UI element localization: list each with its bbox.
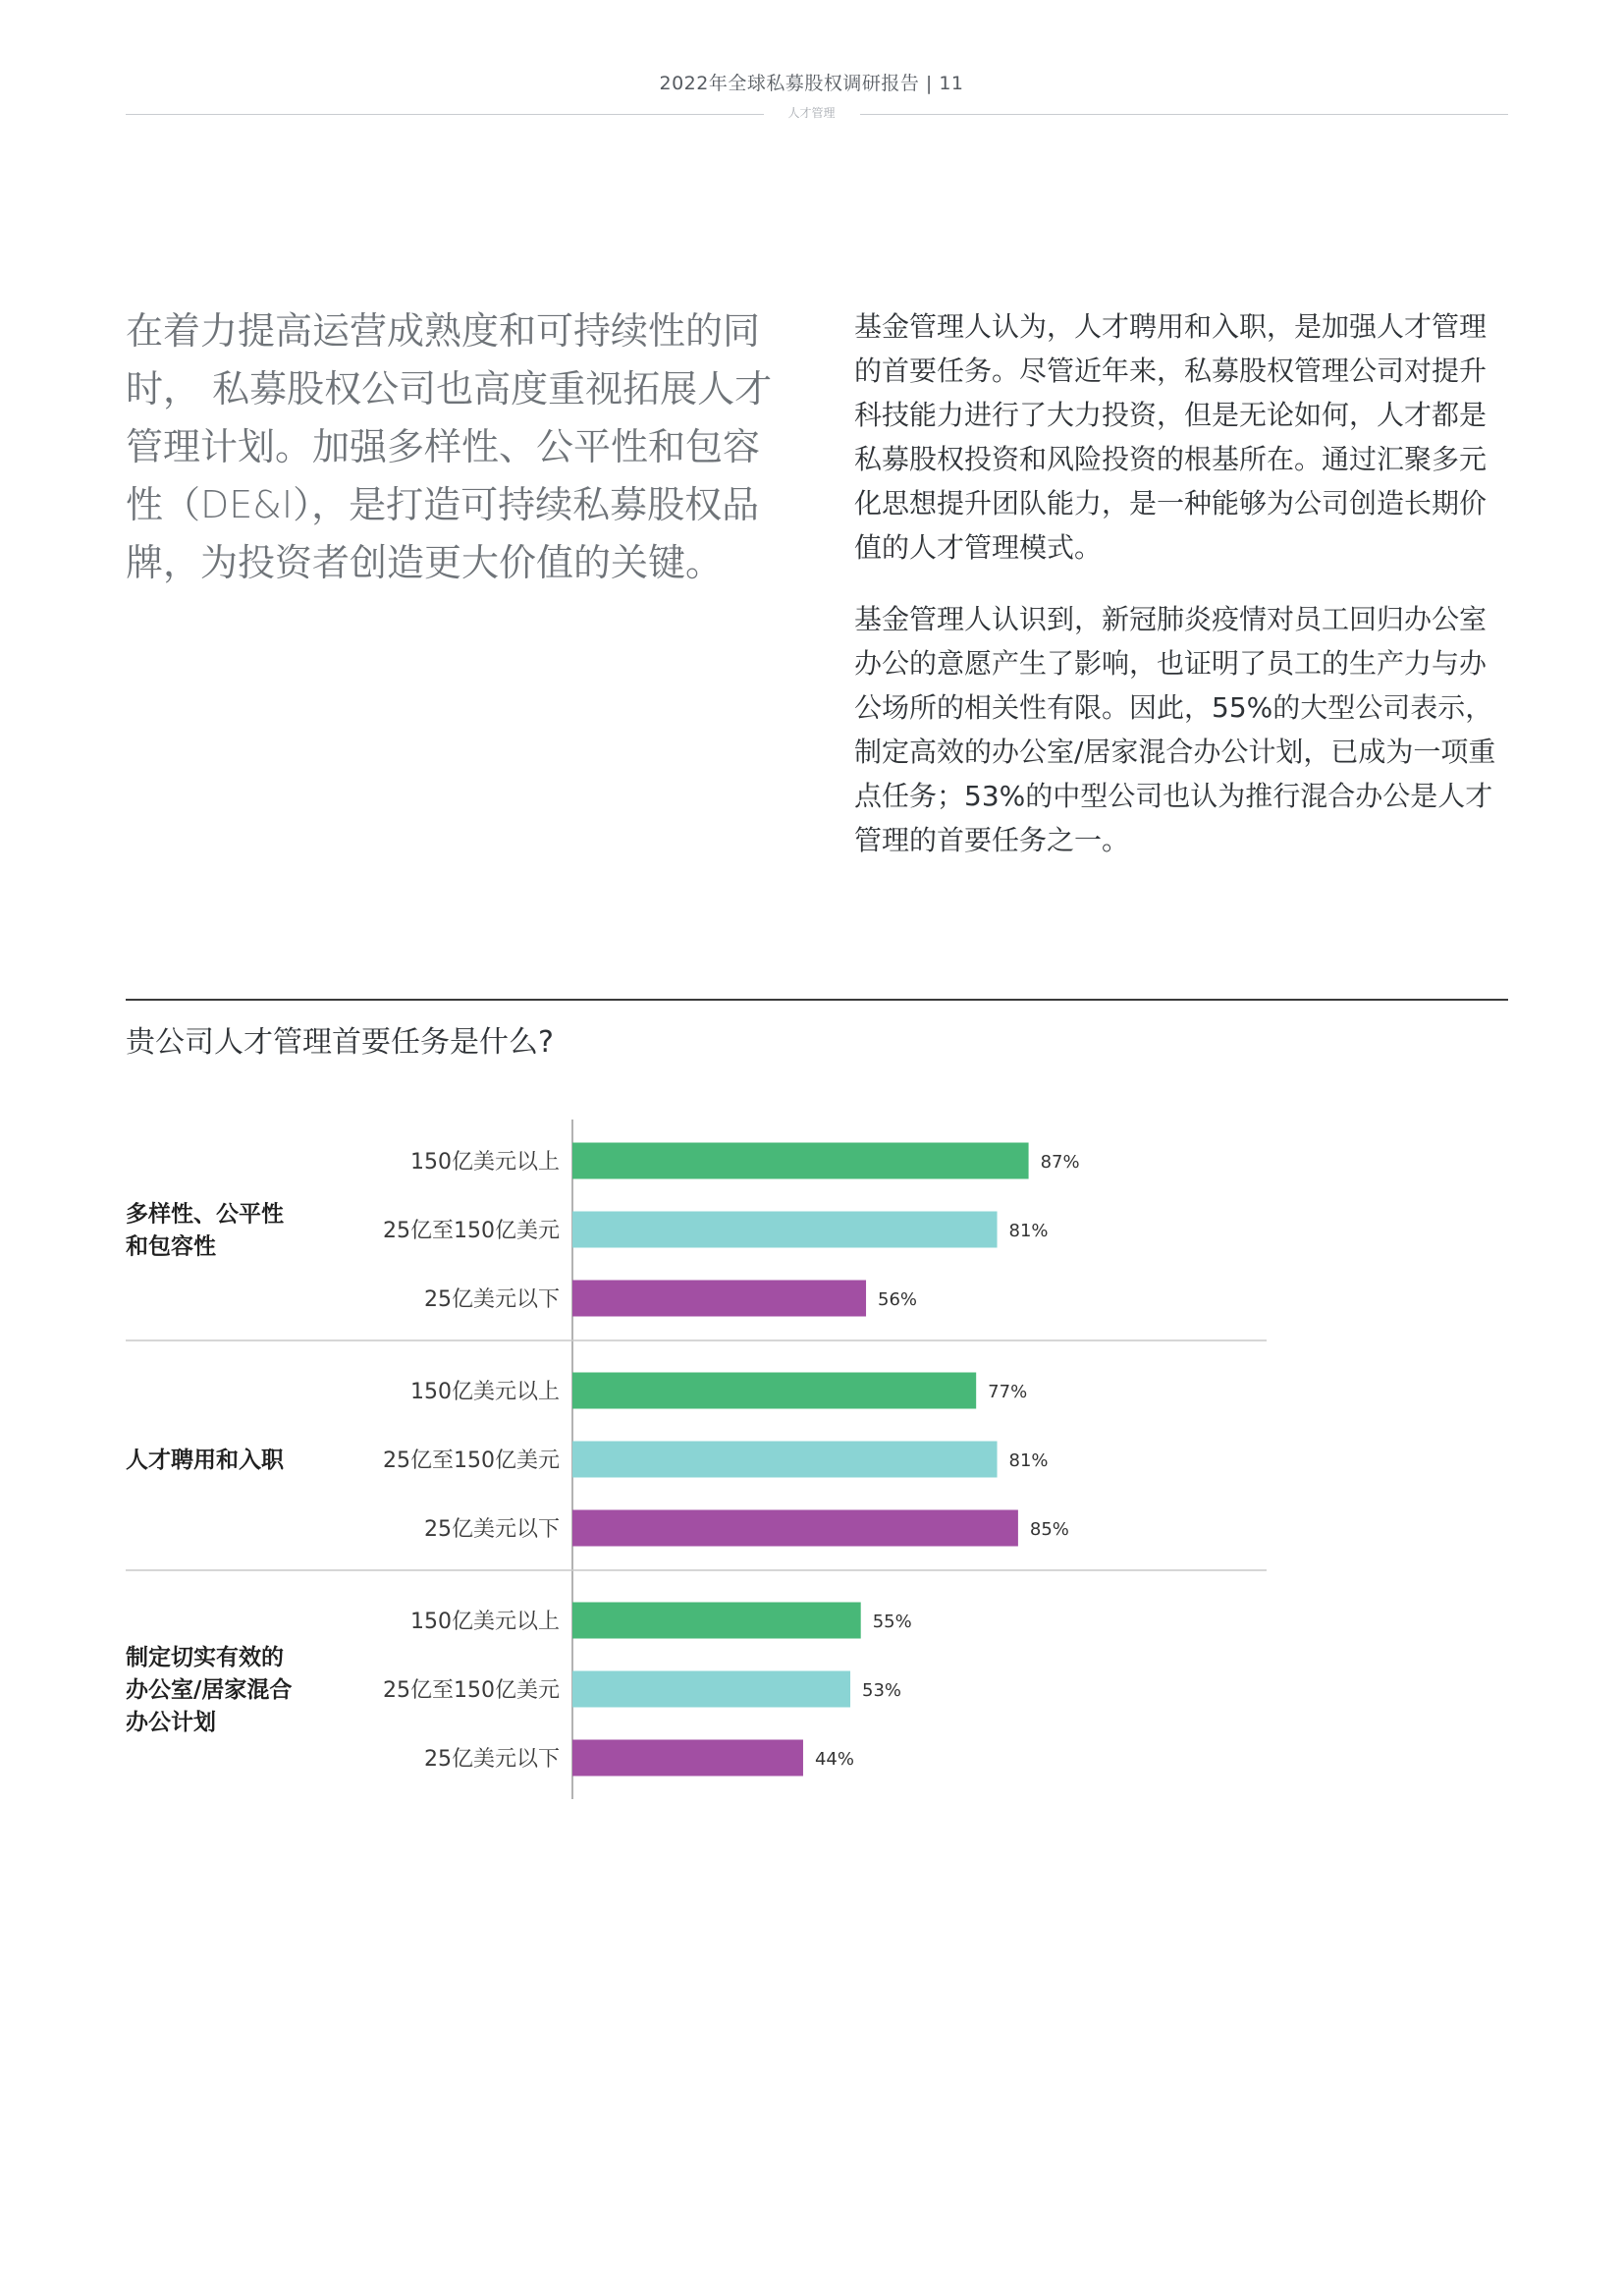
bar: [572, 1373, 976, 1409]
body-column: [854, 304, 1508, 890]
bar-chart: [0, 1120, 1623, 1827]
tier-label: 25亿美元以下: [424, 1287, 560, 1312]
bar: [572, 1212, 998, 1248]
category-label: 办公计划: [126, 1710, 216, 1735]
bar: [572, 1740, 803, 1777]
bar: [572, 1143, 1029, 1179]
category-label: 制定切实有效的: [126, 1645, 284, 1670]
tier-label: 25亿至150亿美元: [383, 1449, 560, 1473]
page-header-title: 2022年全球私募股权调研报告 | 11: [659, 73, 964, 94]
chart-title: 贵公司人才管理首要任务是什么?: [126, 1025, 554, 1060]
data-label: 44%: [814, 1749, 854, 1770]
tier-label: 150亿美元以上: [410, 1380, 560, 1404]
data-label: 56%: [878, 1289, 918, 1310]
category-label: 办公室/居家混合: [126, 1677, 293, 1703]
body-paragraph-2: 基金管理人认识到，新冠肺炎疫情对员工回归办公室办公的意愿产生了影响，也证明了员工的生产力与办公场所的相关性有限。因此，55%的大型公司表示，制定高效的办公室/居家混合办公计划，已成为一项重点任务；53%的中型公司也认为推行混合办公是人才管理的首要任务之一。: [854, 603, 1496, 856]
body-paragraph-1: 基金管理人认为，人才聘用和入职，是加强人才管理的首要任务。尽管近年来，私募股权管理公司对提升科技能力进行了大力投资，但是无论如何，人才都是私募股权投资和风险投资的根基所在。通过汇聚多元化思想提升团队能力，是一种能够为公司创造长期价值的人才管理模式。: [854, 310, 1488, 564]
bar: [572, 1442, 998, 1478]
category-label: 人才聘用和入职: [126, 1448, 284, 1473]
tier-label: 25亿至150亿美元: [383, 1678, 560, 1703]
data-label: 81%: [1008, 1450, 1049, 1471]
header-section-label: 人才管理: [787, 106, 836, 120]
data-label: 55%: [872, 1612, 912, 1632]
chart-top-rule: [126, 999, 1508, 1001]
bar: [572, 1510, 1018, 1547]
intro-quote-text: 在着力提高运营成熟度和可持续性的同时， 私募股权公司也高度重视拓展人才管理计划。加强多样性、公平性和包容性（DE&I），是打造可持续私募股权品牌，为投资者创造更大价值的关键。: [126, 309, 773, 584]
bar: [572, 1603, 861, 1639]
tier-label: 25亿美元以下: [424, 1517, 560, 1542]
data-label: 87%: [1040, 1152, 1080, 1173]
data-label: 85%: [1029, 1519, 1069, 1540]
tier-label: 150亿美元以上: [410, 1150, 560, 1175]
tier-label: 150亿美元以上: [410, 1610, 560, 1634]
intro-quote: [126, 302, 793, 592]
bar: [572, 1281, 866, 1317]
data-label: 81%: [1008, 1221, 1049, 1241]
tier-label: 25亿美元以下: [424, 1747, 560, 1772]
data-label: 53%: [862, 1680, 902, 1701]
category-label: 和包容性: [126, 1233, 216, 1260]
bar: [572, 1671, 850, 1708]
tier-label: 25亿至150亿美元: [383, 1219, 560, 1243]
data-label: 77%: [988, 1382, 1028, 1402]
category-label: 多样性、公平性: [126, 1201, 284, 1228]
